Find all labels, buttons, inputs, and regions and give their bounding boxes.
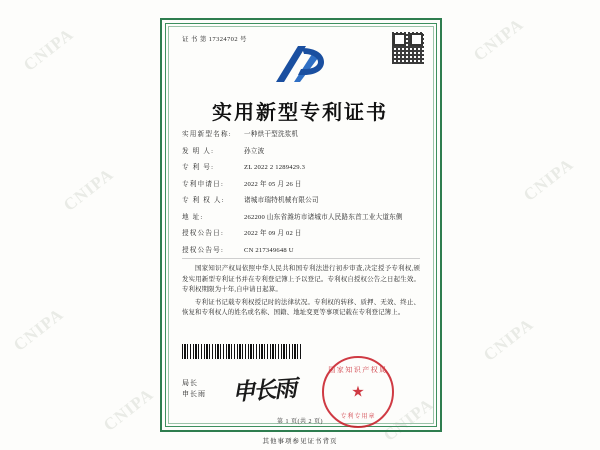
field-label: 发 明 人: [182, 147, 215, 155]
page-number: 第 1 页(共 2 页) [277, 419, 323, 425]
fields-list [182, 130, 422, 262]
watermark-text: CNIPA [379, 394, 438, 445]
watermark-text: CNIPA [19, 24, 78, 75]
watermark-text: CNIPA [469, 14, 528, 65]
seal-top-text: 国家知识产权局 [328, 366, 388, 374]
field-label: 授权公告日: [182, 230, 225, 237]
divider [182, 258, 420, 259]
body-paragraph: 专利证书记载专利权授记时的法律状况。专利权的转移、质押、无效、终止、恢复和专利权人的姓名或名称、国籍、地址变更等事项记载在专利登记簿上。 [182, 298, 420, 316]
field-label: 专 利 权 人: [182, 197, 225, 204]
field-value: 262200 山东省潍坊市诸城市人民路东首工业大道东侧 [244, 213, 403, 221]
field-row [182, 196, 422, 205]
cnipa-logo-icon [268, 42, 332, 88]
watermark-text: CNIPA [99, 384, 158, 435]
director-title-label: 局长 [182, 379, 198, 387]
watermark-text: CNIPA [519, 154, 578, 205]
field-value: CN 217349648 U [244, 246, 294, 254]
field-value: 一种烘干型洗浆机 [244, 131, 299, 138]
field-row [182, 246, 422, 255]
field-row [182, 130, 422, 139]
body-text [182, 264, 420, 321]
seal-bottom-text: 专利专用章 [340, 414, 376, 420]
handwritten-signature: 申长雨 [231, 375, 296, 406]
field-row [182, 147, 422, 156]
field-label: 专利申请日: [182, 180, 225, 188]
field-row [182, 180, 422, 189]
field-label: 实用新型名称: [182, 131, 232, 138]
footer-note: 其他事项参见证书背页 [262, 438, 338, 445]
field-label: 授权公告号: [182, 246, 225, 254]
field-value: ZL 2022 2 1289429.3 [244, 164, 306, 171]
watermark-text: CNIPA [9, 304, 68, 355]
field-label: 专 利 号: [182, 164, 215, 171]
field-row [182, 213, 422, 222]
page-title: 实用新型专利证书 [212, 102, 388, 124]
star-icon: ★ [351, 383, 365, 401]
signature-block [182, 378, 206, 400]
barcode-icon [182, 344, 302, 359]
certificate-number: 证 书 第 17324702 号 [182, 36, 247, 43]
field-value: 2022 年 05 月 26 日 [244, 180, 302, 188]
field-label: 地 址: [182, 213, 204, 221]
field-value: 孙立波 [244, 147, 265, 155]
field-value: 诸城市瑞特机械有限公司 [244, 197, 319, 204]
field-value: 2022 年 09 月 02 日 [244, 230, 302, 237]
field-row [182, 163, 422, 172]
qr-code-icon [392, 32, 424, 64]
director-name-label: 申长雨 [182, 390, 206, 398]
watermark-text: CNIPA [59, 164, 118, 215]
body-paragraph: 国家知识产权局依照中华人民共和国专利法进行初步审查,决定授予专利权,颁发实用新型专利证书并在专利登记簿上予以登记。专利权自授权公告之日起生效。专利权期限为十年,自申请日起算。 [182, 265, 420, 293]
watermark-text: CNIPA [479, 314, 538, 365]
field-row [182, 229, 422, 238]
